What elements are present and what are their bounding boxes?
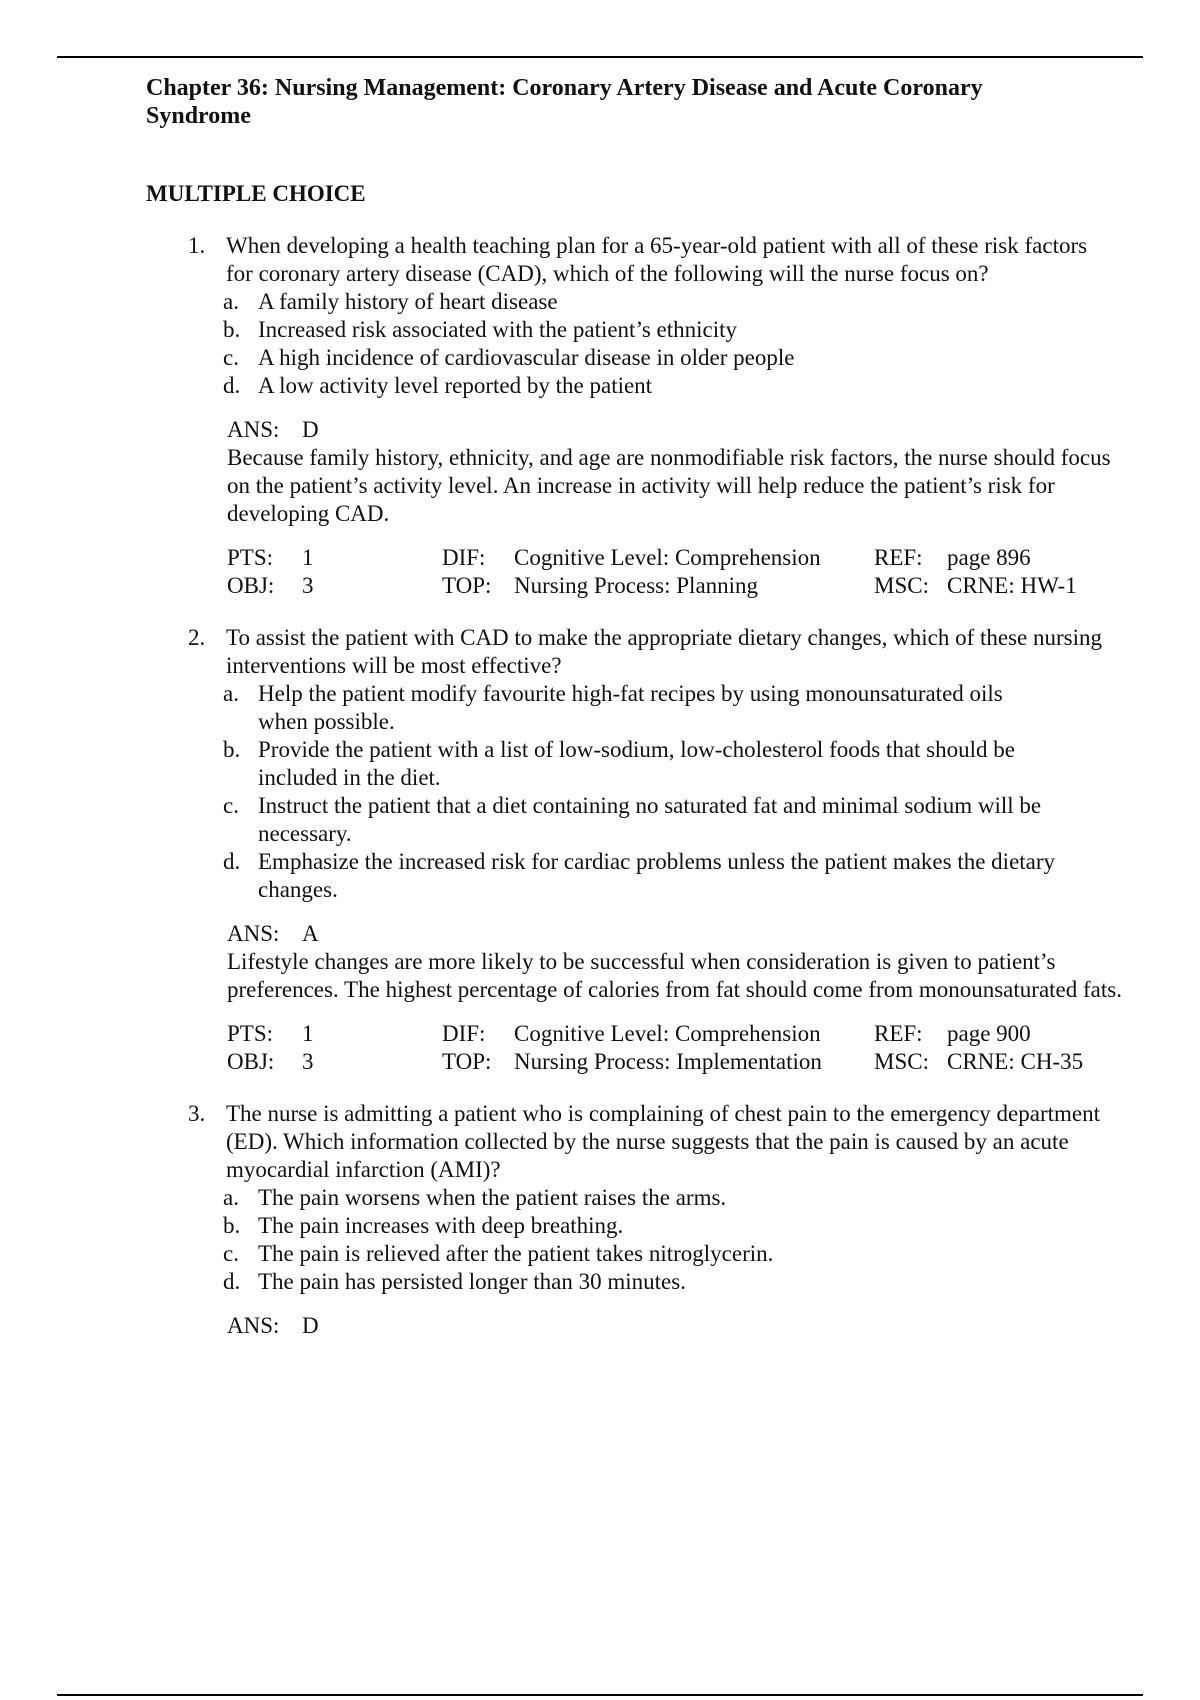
answer-label: ANS:	[227, 921, 280, 946]
obj-label: OBJ:	[227, 1049, 275, 1074]
document-body	[146, 74, 1126, 1340]
option-list	[223, 1184, 1126, 1296]
top-value: Nursing Process: Planning	[514, 573, 759, 598]
answer-line	[227, 920, 1126, 948]
msc-value: CRNE: HW-1	[947, 573, 1077, 598]
option-c	[223, 344, 1126, 372]
option-letter: d.	[223, 849, 241, 874]
metadata-grid	[227, 1020, 1126, 1076]
option-text: Instruct the patient that a diet containing no saturated fat and minimal sodium will be necessary.	[258, 793, 1042, 846]
option-text: The pain is relieved after the patient takes nitroglycerin.	[258, 1241, 774, 1266]
rationale-text: Lifestyle changes are more likely to be successful when consideration is given to patient’s preferences. The highest percentage of calories from fat should come from monounsaturated fats.	[227, 949, 1122, 1002]
question-number: 3.	[188, 1101, 206, 1126]
option-b	[223, 316, 1126, 344]
option-letter: c.	[223, 345, 239, 370]
pts-label: PTS:	[227, 1021, 274, 1046]
option-text: The pain increases with deep breathing.	[258, 1213, 624, 1238]
question-number: 1.	[188, 233, 206, 258]
option-b	[223, 1212, 1126, 1240]
question-2	[146, 624, 1126, 1076]
answer-line	[227, 1312, 1126, 1340]
metadata-grid	[227, 544, 1126, 600]
option-d	[223, 848, 1126, 904]
pts-value: 1	[302, 545, 314, 570]
answer-value: D	[302, 417, 319, 442]
ref-label: REF:	[874, 545, 923, 570]
question-text: The nurse is admitting a patient who is complaining of chest pain to the emergency department (ED). Which information collected by the nurse suggests that the pain is caused by an acute myocardial infarction (AMI)?	[226, 1101, 1100, 1182]
dif-label: DIF:	[442, 545, 486, 570]
pts-value: 1	[302, 1021, 314, 1046]
obj-value: 3	[302, 1049, 314, 1074]
question-1	[146, 232, 1126, 600]
option-text: The pain has persisted longer than 30 minutes.	[258, 1269, 686, 1294]
bottom-rule	[57, 1694, 1143, 1696]
option-c	[223, 1240, 1126, 1268]
option-text: A family history of heart disease	[258, 289, 558, 314]
ref-label: REF:	[874, 1021, 923, 1046]
option-list	[223, 288, 1126, 400]
dif-value: Cognitive Level: Comprehension	[514, 1021, 821, 1046]
option-text: Help the patient modify favourite high-fat recipes by using monounsaturated oils when possible.	[258, 681, 1003, 734]
option-text: Increased risk associated with the patient’s ethnicity	[258, 317, 738, 342]
rationale-text: Because family history, ethnicity, and age are nonmodifiable risk factors, the nurse should focus on the patient’s activity level. An increase in activity will help reduce the patient’s risk for developing CAD.	[227, 445, 1111, 526]
top-value: Nursing Process: Implementation	[514, 1049, 822, 1074]
option-d	[223, 1268, 1126, 1296]
option-text: The pain worsens when the patient raises the arms.	[258, 1185, 727, 1210]
option-text: A high incidence of cardiovascular disease in older people	[258, 345, 795, 370]
question-3	[146, 1100, 1126, 1340]
answer-label: ANS:	[227, 1313, 280, 1338]
msc-label: MSC:	[874, 573, 929, 598]
option-c	[223, 792, 1126, 848]
option-a	[223, 288, 1126, 316]
msc-value: CRNE: CH-35	[947, 1049, 1084, 1074]
option-letter: a.	[223, 681, 239, 706]
answer-block	[227, 416, 1126, 528]
msc-label: MSC:	[874, 1049, 929, 1074]
top-label: TOP:	[442, 573, 492, 598]
answer-line	[227, 416, 1126, 444]
answer-value: D	[302, 1313, 319, 1338]
ref-value: page 900	[947, 1021, 1031, 1046]
option-a	[223, 680, 1126, 736]
option-letter: b.	[223, 317, 241, 342]
top-rule	[57, 56, 1143, 58]
question-text: To assist the patient with CAD to make the appropriate dietary changes, which of these nursing interventions will be most effective?	[226, 625, 1102, 678]
answer-value: A	[302, 921, 319, 946]
obj-label: OBJ:	[227, 573, 275, 598]
option-text: A low activity level reported by the patient	[258, 373, 653, 398]
option-letter: a.	[223, 1185, 239, 1210]
answer-label: ANS:	[227, 417, 280, 442]
option-letter: c.	[223, 793, 239, 818]
obj-value: 3	[302, 573, 314, 598]
pts-label: PTS:	[227, 545, 274, 570]
option-b	[223, 736, 1126, 792]
option-letter: b.	[223, 737, 241, 762]
option-letter: b.	[223, 1213, 241, 1238]
option-d	[223, 372, 1126, 400]
option-letter: d.	[223, 1269, 241, 1294]
option-text: Provide the patient with a list of low-sodium, low-cholesterol foods that should be included in the diet.	[258, 737, 1015, 790]
ref-value: page 896	[947, 545, 1031, 570]
option-letter: a.	[223, 289, 239, 314]
top-label: TOP:	[442, 1049, 492, 1074]
section-heading: MULTIPLE CHOICE	[146, 181, 366, 206]
answer-block	[227, 1312, 1126, 1340]
option-letter: d.	[223, 373, 241, 398]
option-list	[223, 680, 1126, 904]
option-text: Emphasize the increased risk for cardiac problems unless the patient makes the dietary changes.	[258, 849, 1056, 902]
dif-value: Cognitive Level: Comprehension	[514, 545, 821, 570]
question-text: When developing a health teaching plan for a 65-year-old patient with all of these risk factors for coronary artery disease (CAD), which of the following will the nurse focus on?	[226, 233, 1088, 286]
chapter-title: Chapter 36: Nursing Management: Coronary Artery Disease and Acute Coronary Syndrome	[146, 75, 983, 129]
answer-block	[227, 920, 1126, 1004]
option-letter: c.	[223, 1241, 239, 1266]
option-a	[223, 1184, 1126, 1212]
question-number: 2.	[188, 625, 206, 650]
dif-label: DIF:	[442, 1021, 486, 1046]
